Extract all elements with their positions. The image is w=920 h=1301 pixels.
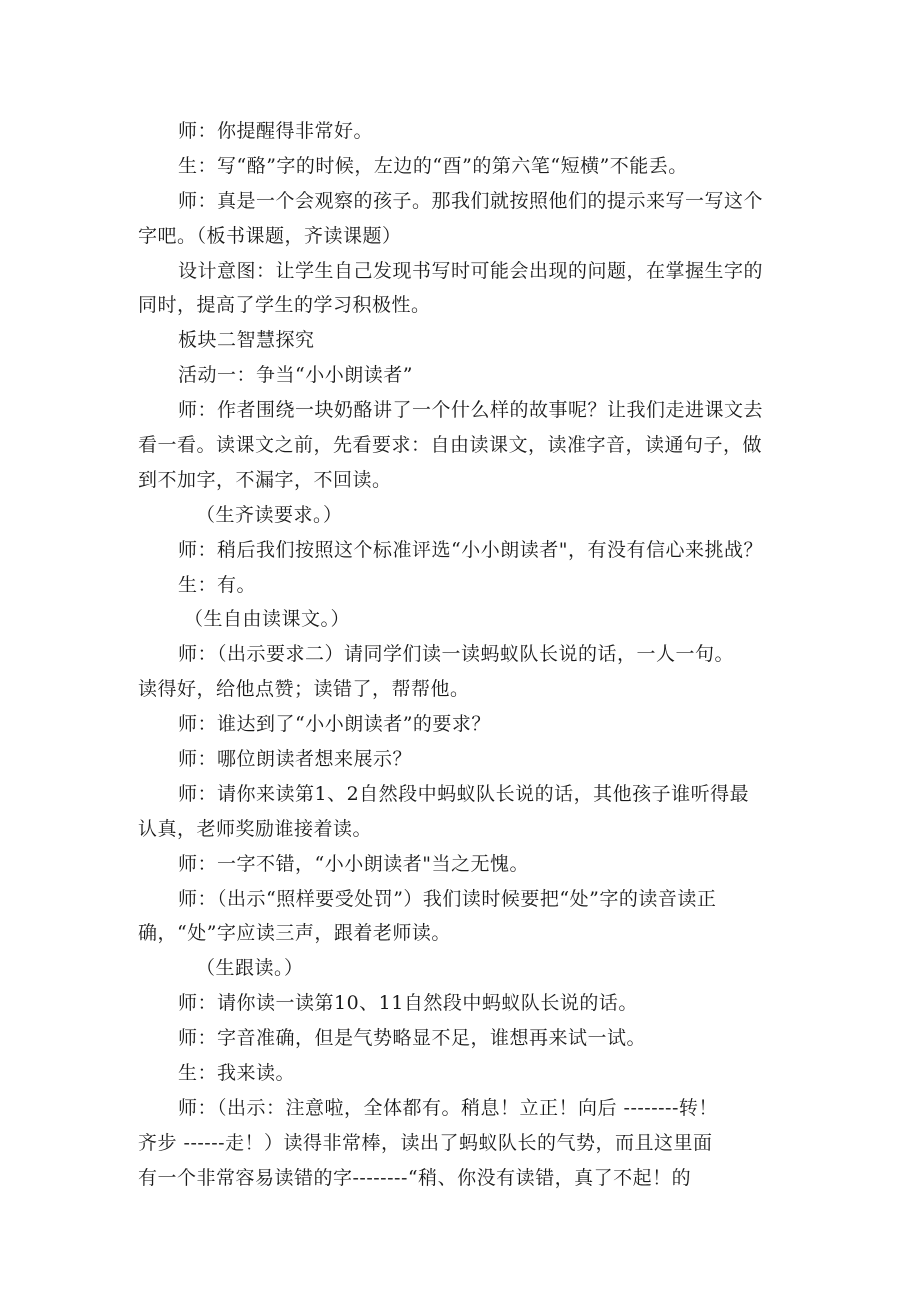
- paragraph-line: 板块二智慧探究: [178, 329, 315, 352]
- paragraph-line: 师：请你读一读第10、11自然段中蚂蚁队长说的话。: [178, 992, 638, 1015]
- paragraph-line: 师：（出示：注意啦，全体都有。稍息！立正！向后 --------转！: [178, 1096, 718, 1119]
- paragraph-line: 生：写“酪”字的时候，左边的“酉”的第六笔“短横”不能丢。: [178, 154, 688, 177]
- paragraph-line: 师：作者围绕一块奶酪讲了一个什么样的故事呢？让我们走进课文去: [178, 399, 764, 422]
- paragraph-line: 同时，提高了学生的学习积极性。: [138, 294, 431, 317]
- paragraph-line: 到不加字，不漏字，不回读。: [138, 468, 392, 491]
- paragraph-line: 设计意图：让学生自己发现书写时可能会出现的问题，在掌握生字的: [178, 259, 764, 282]
- paragraph-line: 师：真是一个会观察的孩子。那我们就按照他们的提示来写一写这个: [178, 189, 764, 212]
- paragraph-line: 认真，老师奖励谁接着读。: [138, 817, 373, 840]
- paragraph-line: （生跟读。）: [196, 957, 304, 980]
- paragraph-line: （生齐读要求。）: [196, 503, 343, 526]
- paragraph-line: 师：哪位朗读者想来展示？: [178, 748, 413, 771]
- paragraph-line: 生：我来读。: [178, 1062, 296, 1085]
- paragraph-line: 生：有。: [178, 573, 257, 596]
- paragraph-line: 活动一：争当“小小朗读者”: [178, 364, 413, 387]
- paragraph-line: 字吧。（板书课题，齐读课题）: [138, 224, 402, 247]
- paragraph-line: 师：一字不错，“小小朗读者"当之无愧。: [178, 852, 529, 875]
- paragraph-line: 师：请你来读第1、2自然段中蚂蚁队长说的话，其他孩子谁听得最: [178, 782, 750, 805]
- paragraph-line: 有一个非常容易读错的字--------“稍、你没有读错，真了不起！的: [138, 1166, 692, 1189]
- paragraph-line: 齐步 ------走！）读得非常棒，读出了蚂蚁队长的气势，而且这里面: [138, 1131, 713, 1154]
- paragraph-line: 师：字音准确，但是气势略显不足，谁想再来试一试。: [178, 1027, 647, 1050]
- paragraph-line: 师：（出示要求二）请同学们读一读蚂蚁队长说的话，一人一句。: [178, 643, 735, 666]
- paragraph-line: 师：稍后我们按照这个标准评选“小小朗读者"，有没有信心来挑战？: [178, 538, 763, 561]
- paragraph-line: （生自由读课文。）: [184, 608, 351, 631]
- paragraph-line: 确，“处”字应读三声，跟着老师读。: [138, 922, 451, 945]
- lesson-plan-text: [138, 114, 788, 1196]
- paragraph-line: 师：你提醒得非常好。: [178, 120, 374, 142]
- paragraph-line: 师：（出示“照样要受处罚”）我们读时候要把“处”字的读音读正: [178, 887, 717, 910]
- paragraph-line: 看一看。读课文之前，先看要求：自由读课文，读准字音，读通句子，做: [138, 434, 763, 457]
- paragraph-line: 师：谁达到了“小小朗读者”的要求？: [178, 713, 491, 736]
- paragraph-line: 读得好，给他点赞；读错了，帮帮他。: [138, 678, 470, 701]
